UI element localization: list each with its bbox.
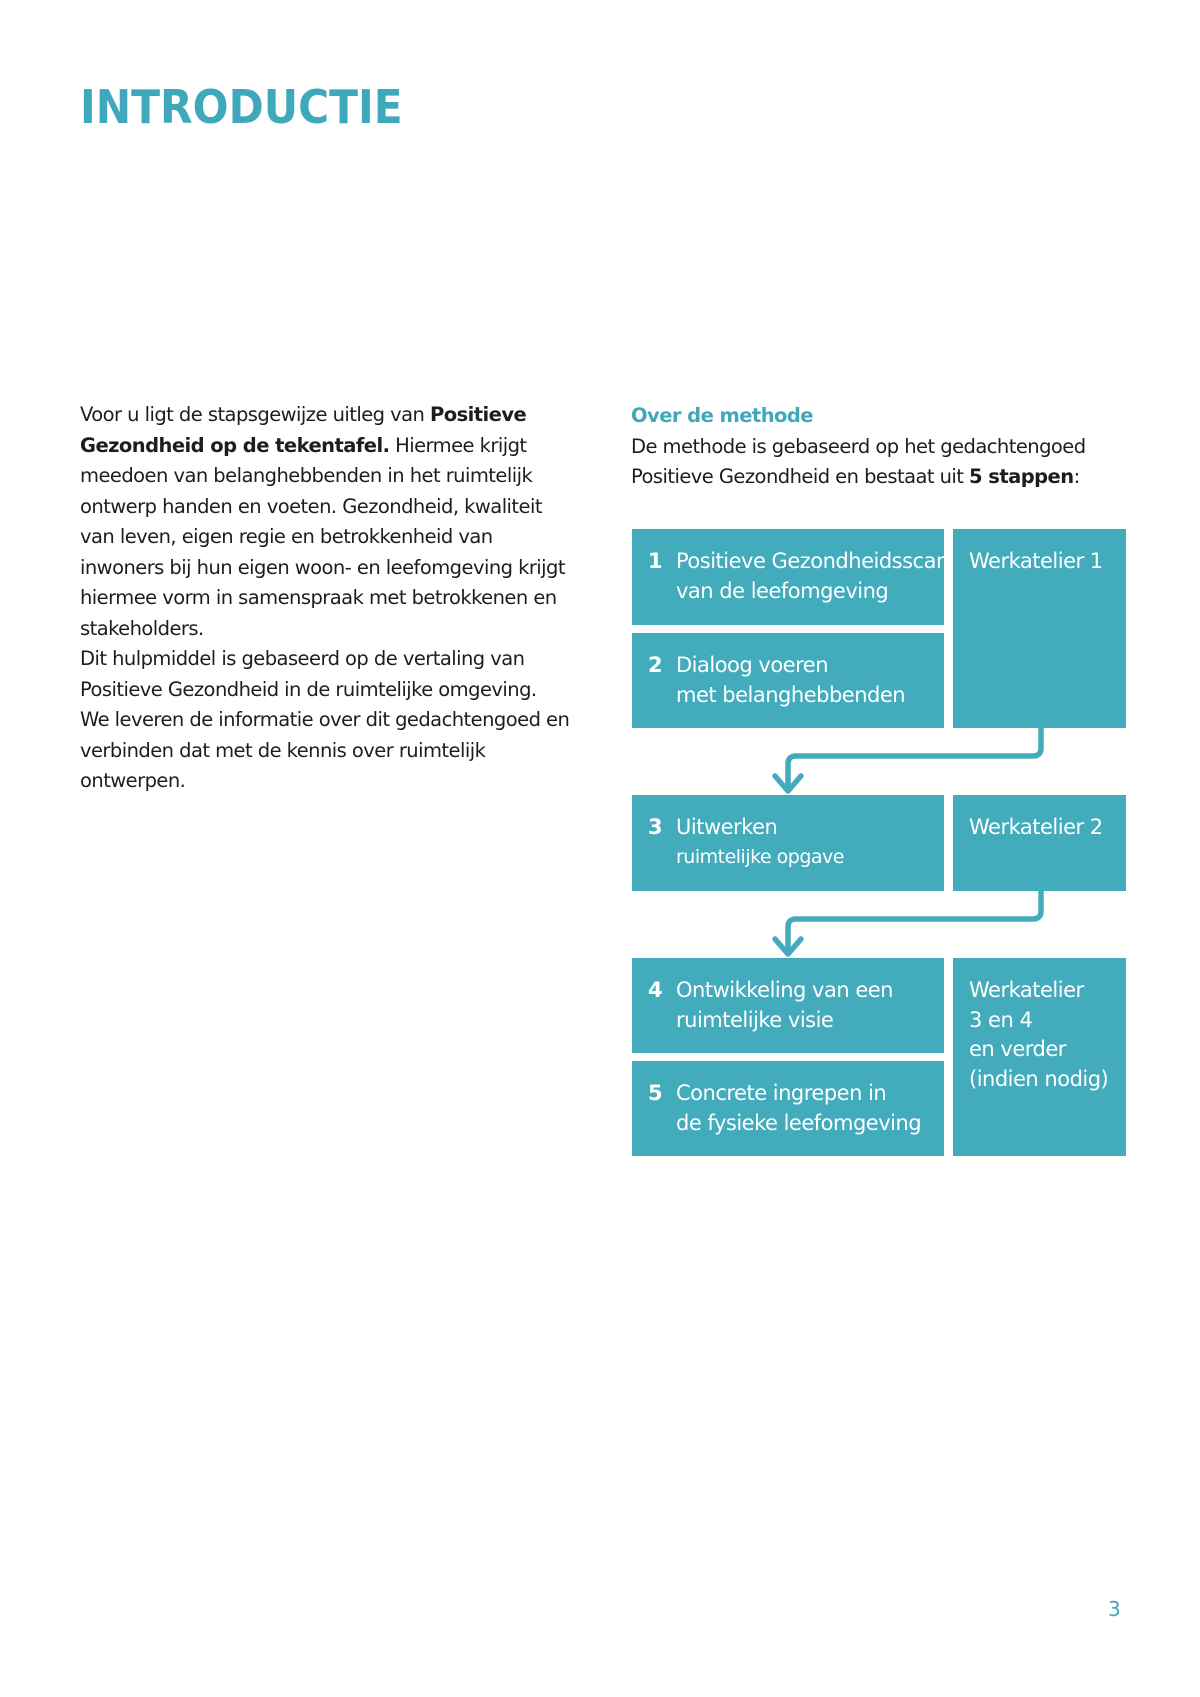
step-number: 5 [648,1081,663,1105]
step-number: 2 [648,653,663,677]
step-number: 1 [648,549,663,573]
step-label-line: Uitwerken [676,815,778,839]
step-number: 3 [648,815,663,839]
step-label-line: met belanghebbenden [676,682,906,707]
intro-paragraph-3: We leveren de informatie over dit gedachtengoed en verbinden dat met de kennis over ruimtelijk ontwerpen. [80,708,570,792]
page-title: INTRODUCTIE [80,80,403,134]
workshop-label-line: 3 en 4 [969,1007,1033,1032]
step-label-line: Concrete ingrepen in [676,1081,887,1105]
method-text: De methode is gebaseerd op het gedachtengoed Positieve Gezondheid en bestaat uit [631,434,1086,488]
workshop-label-line: (indien nodig) [969,1066,1109,1091]
step-label-line: de fysieke leefomgeving [676,1110,922,1135]
method-heading: Over de methode [631,404,813,427]
method-text-bold: 5 stappen [969,465,1074,488]
workshop-label-line: en verder [969,1037,1066,1061]
step-label-line: ruimtelijke visie [676,1007,834,1032]
intro-paragraph-2: Dit hulpmiddel is gebaseerd op de vertaling van Positieve Gezondheid in de ruimtelijke omgeving. [80,647,537,701]
step-label-line: Dialoog voeren [676,653,829,677]
workshop-label-line: Werkatelier 2 [969,815,1103,839]
intro-p1-text-rest: Hiermee krijgt meedoen van belanghebbenden in het ruimtelijk ontwerp handen en voeten. Gezondheid, kwaliteit van leven, eigen regie en betrokkenheid van inwoners bij hun eigen woon- en leefomgeving krijgt hiermee vorm in samenspraak met betrokkenen en stakeholders. [80,433,565,640]
step-label-line: van de leefomgeving [676,578,889,603]
intro-p1-bold: Positieve Gezondheid op de tekentafel. [80,403,527,457]
workshop-label-line: Werkatelier [969,978,1084,1002]
connector-arrow-1 [788,728,1041,790]
step-label-line: Ontwikkeling van een [676,978,893,1002]
step-label-line: ruimtelijke opgave [676,845,844,868]
step-number: 4 [648,978,663,1002]
connector-arrow-2 [788,891,1041,953]
page-number: 3 [1108,1597,1121,1621]
method-text-end: : [1073,465,1080,488]
step-label-line: Positieve Gezondheidsscan [676,549,949,573]
intro-p1-text: Voor u ligt de stapsgewijze uitleg van [80,403,430,426]
workshop-label-line: Werkatelier 1 [969,549,1103,573]
